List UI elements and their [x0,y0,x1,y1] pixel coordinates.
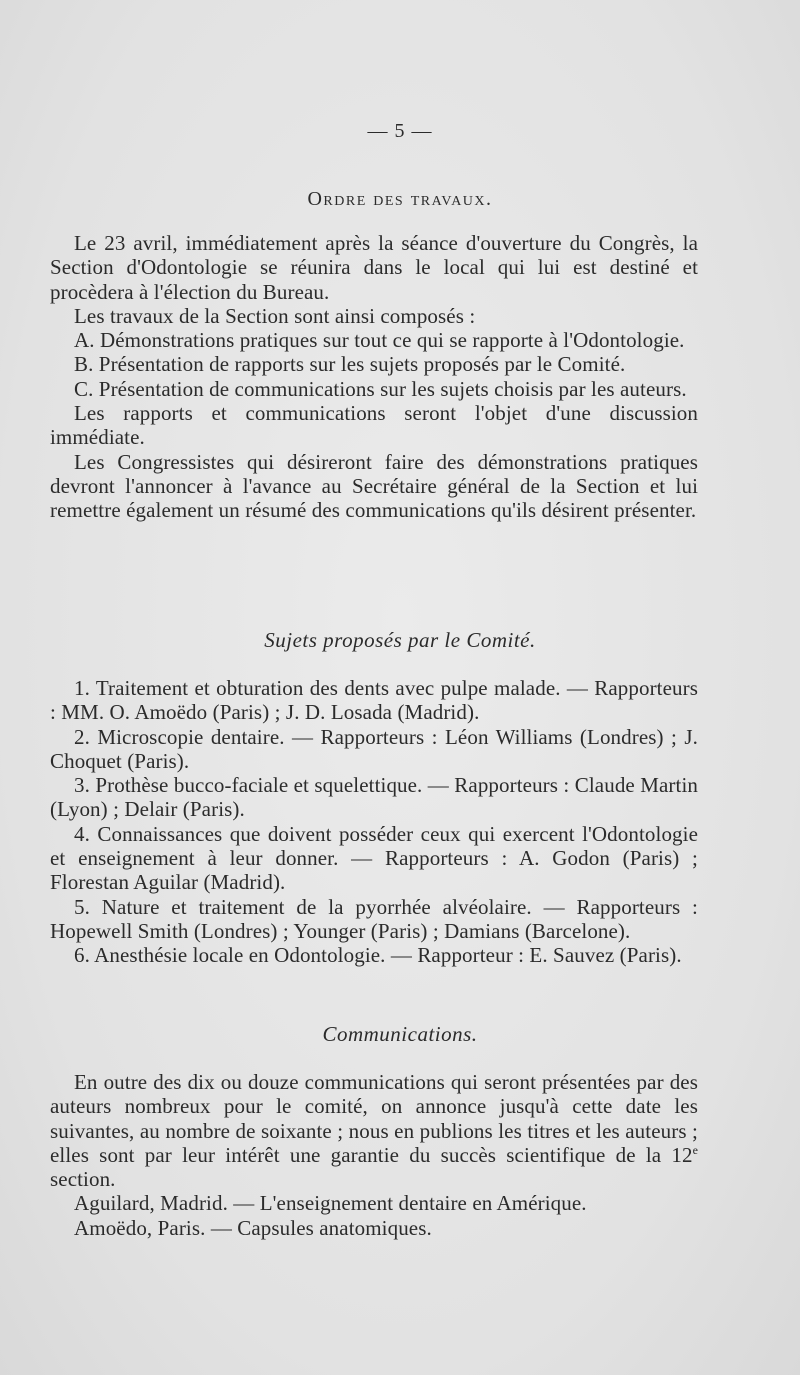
paragraph [50,1070,698,1191]
subjects-list [50,676,698,968]
ordinal-superscript: e [692,1142,698,1157]
communications-section [50,1070,698,1240]
paragraph: Les travaux de la Section sont ainsi composés : [74,303,476,328]
paragraph: Les rapports et communications seront l'objet d'une discussion immédiate. [50,401,698,450]
communications-intro-end: section. [50,1167,116,1192]
list-item: Amoëdo, Paris. — Capsules anatomiques. [74,1215,432,1240]
communications-heading: Communications. [322,1022,478,1046]
paragraph: Les Congressistes qui désireront faire des démonstrations pratiques devront l'annoncer à l'avance au Secrétaire général de la Section et lui remettre également un résumé des communications qu'ils désirent présenter. [50,449,698,523]
list-item: 6. Anesthésie locale en Odontologie. — Rapporteur : E. Sauvez (Paris). [74,943,682,968]
list-item: 2. Microscopie dentaire. — Rapporteurs : Léon Williams (Londres) ; J. Choquet (Paris). [50,724,698,773]
paragraph: A. Démonstrations pratiques sur tout ce qui se rapporte à l'Odontologie. [74,328,685,353]
subjects-heading: Sujets proposés par le Comité. [264,628,536,652]
list-item: Aguilard, Madrid. — L'enseignement dentaire en Amérique. [74,1191,587,1216]
list-item: 4. Connaissances que doivent posséder ceux qui exercent l'Odontologie et enseignement à leur donner. — Rapporteurs : A. Godon (Paris) ; Florestan Aguilar (Madrid). [50,821,698,895]
list-item: 3. Prothèse bucco-faciale et squelettique. — Rapporteurs : Claude Martin (Lyon) ; Delair (Paris). [50,773,698,822]
paragraph: C. Présentation de communications sur les sujets choisis par les auteurs. [74,376,687,401]
page-number: — 5 — [367,120,433,142]
paragraph: Le 23 avril, immédiatement après la séance d'ouverture du Congrès, la Section d'Odontologie se réunira dans le local qui lui est destiné et procèdera à l'élection du Bureau. [50,231,698,304]
section-title: Ordre des travaux. [307,188,493,210]
paragraph: B. Présentation de rapports sur les sujets proposés par le Comité. [74,352,626,377]
communications-intro-text: En outre des dix ou douze communications qui seront présentées par des auteurs nombreux pour le comité, on annonce jusqu'à cette date les suivantes, au nombre de soixante ; nous en publions les titres et les auteurs ; elles sont par leur intérêt une garantie du succès scientifique de la 12 [50,1070,698,1167]
intro-section [50,231,698,523]
list-item: 1. Traitement et obturation des dents avec pulpe malade. — Rapporteurs : MM. O. Amoëdo (Paris) ; J. D. Losada (Madrid). [50,676,698,725]
list-item: 5. Nature et traitement de la pyorrhée alvéolaire. — Rapporteurs : Hopewell Smith (Londres) ; Younger (Paris) ; Damians (Barcelone). [50,894,698,943]
